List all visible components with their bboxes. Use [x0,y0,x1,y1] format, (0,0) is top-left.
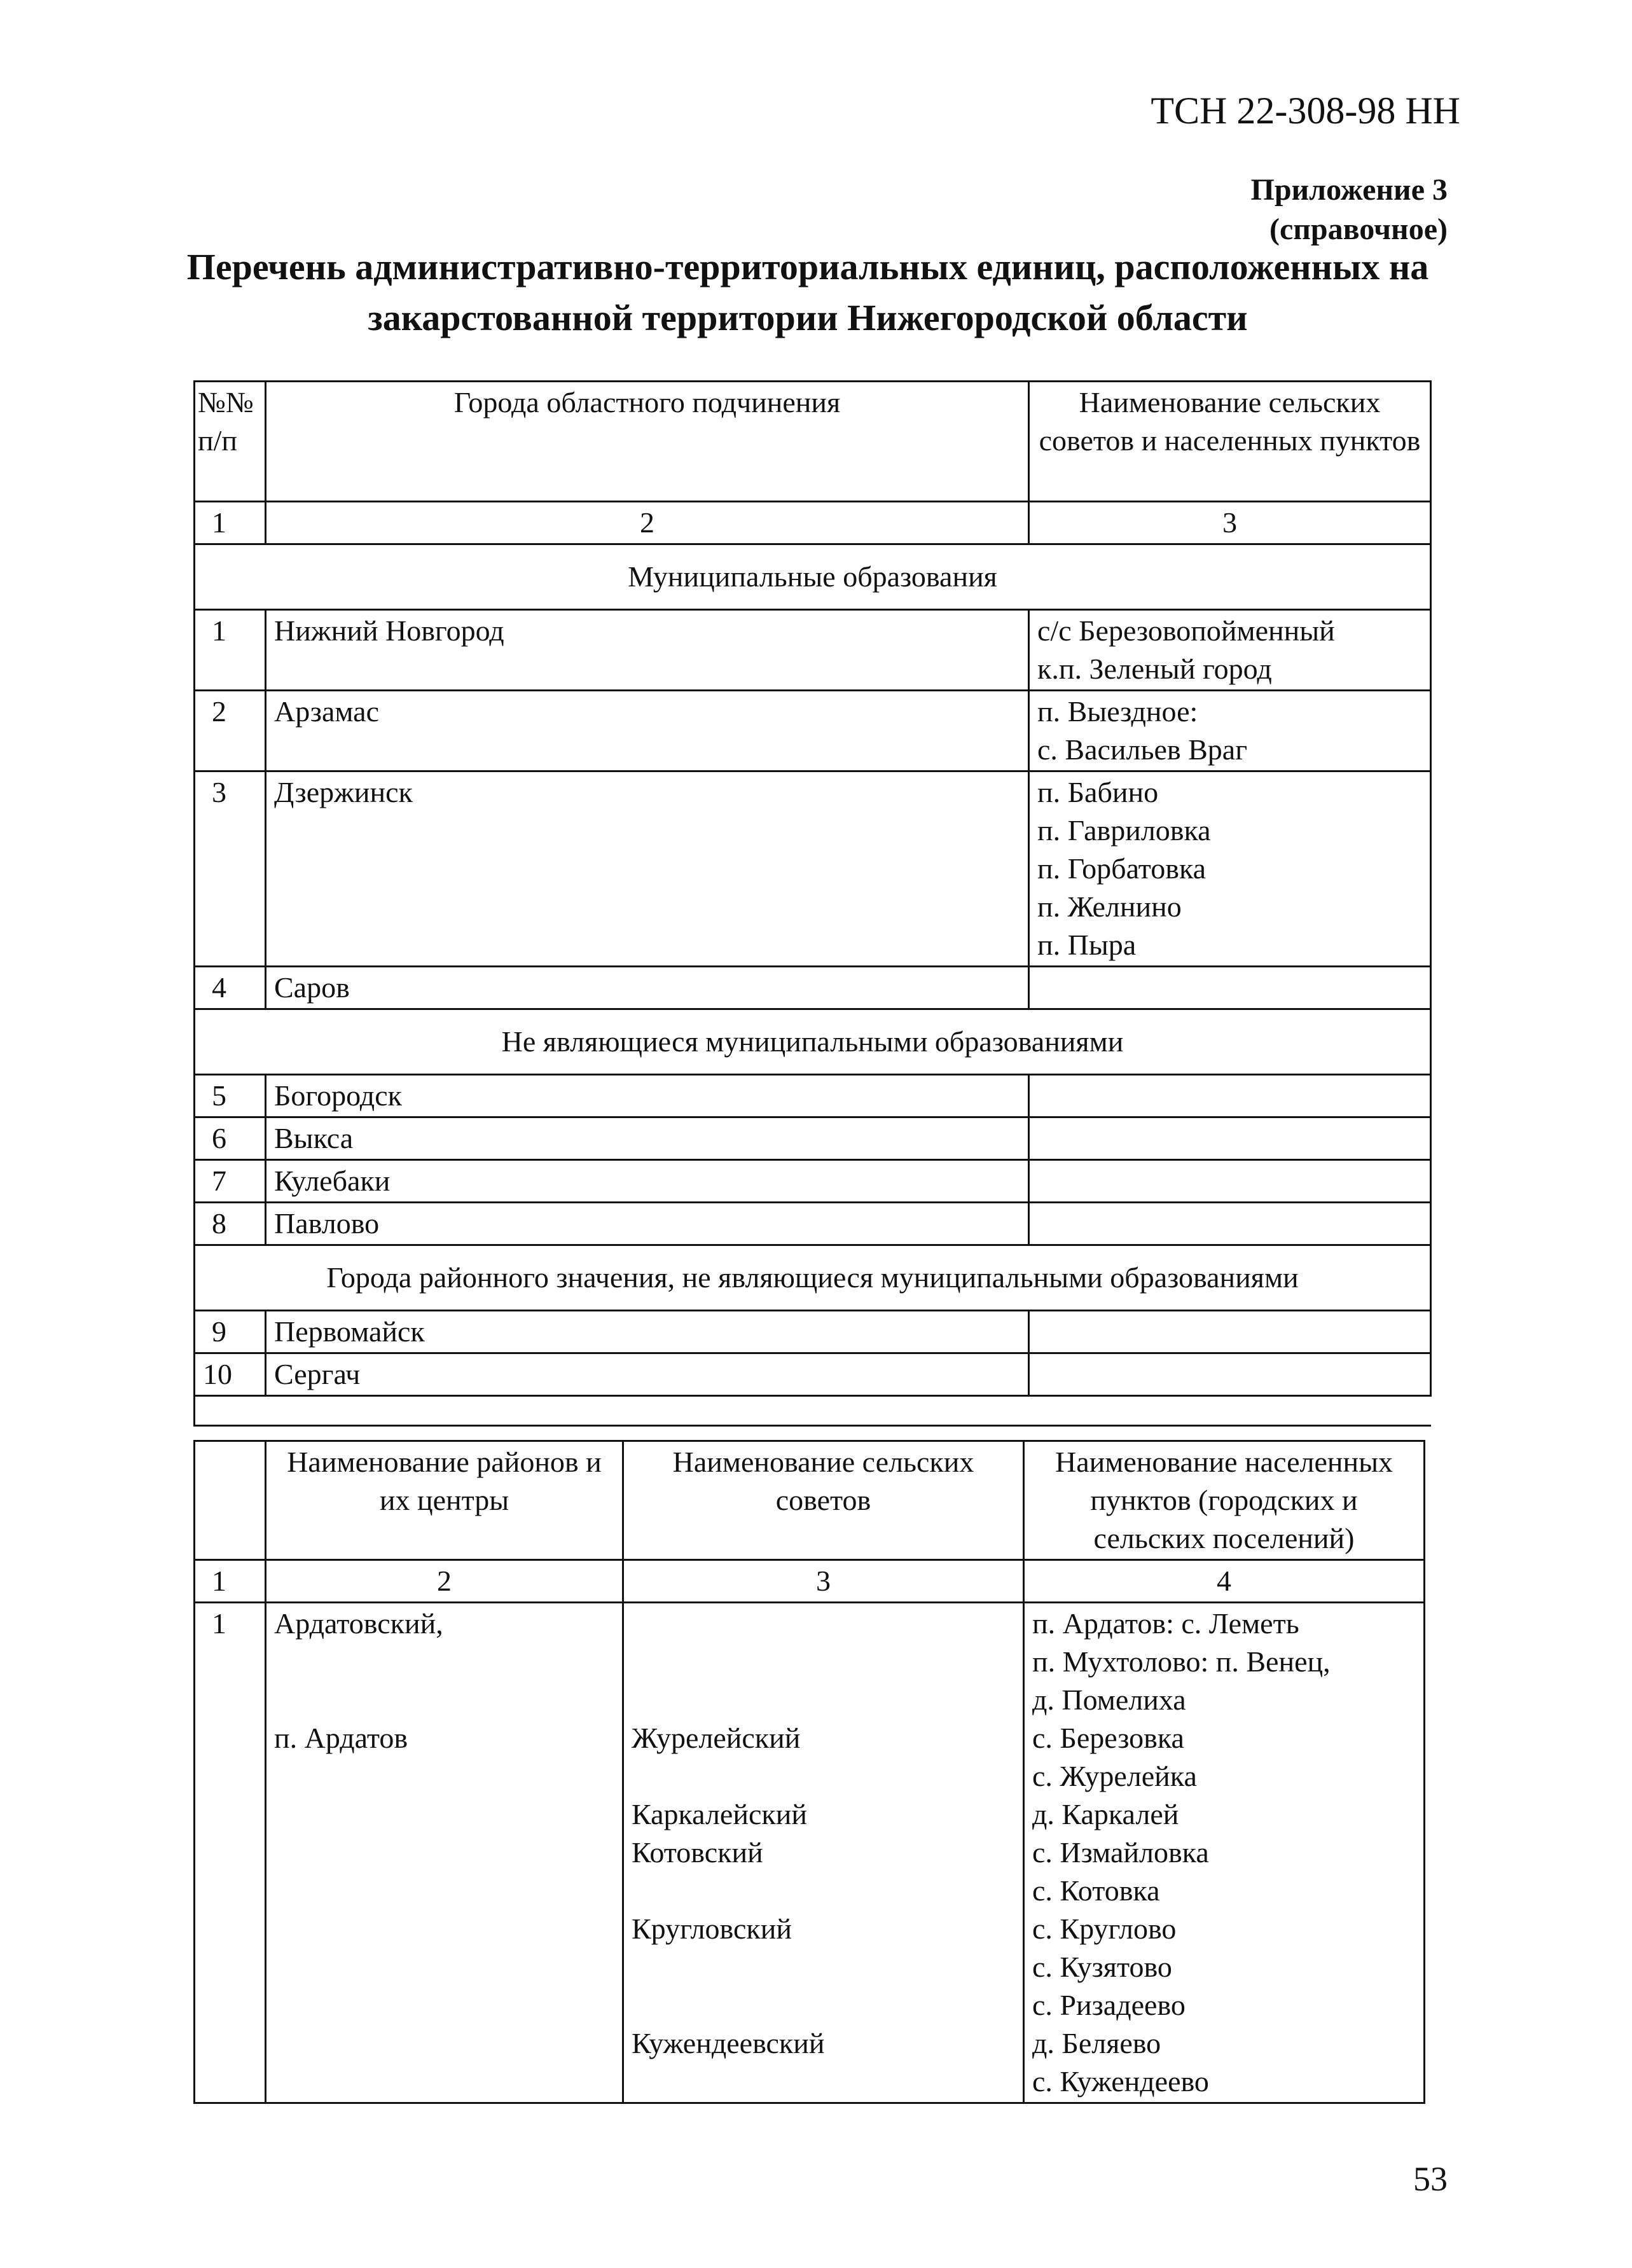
row-number: 6 [195,1117,266,1160]
table-row [195,1203,1431,1245]
settlements [1029,1353,1431,1396]
row-number: 10 [195,1353,266,1396]
table-row [195,691,1431,771]
row-number: 5 [195,1075,266,1117]
title-line-2: закарстованной территории Нижегородской области [368,297,1248,338]
table-row [195,1075,1431,1117]
city-name: Выкса [266,1117,1029,1160]
col-number-4: 4 [1024,1560,1425,1603]
city-name: Первомайск [266,1311,1029,1353]
header-cell-number [195,1441,266,1560]
section-district-cities: Города районного значения, не являющиеся муниципальными образованиями [195,1245,1431,1311]
page-number: 53 [1413,2160,1448,2198]
settlements: п. Выездное: с. Васильев Враг [1029,691,1431,771]
settlements [1029,1160,1431,1203]
rural-councils: Журелейский Каркалейский Котовский Кругловский Кужендеевский [623,1603,1024,2103]
district-name: Ардатовский, п. Ардатов [266,1603,623,2103]
settlements: п. Бабино п. Гавриловка п. Горбатовка п. Желнино п. Пыра [1029,771,1431,967]
city-name: Павлово [266,1203,1029,1245]
districts-table [193,1440,1425,2104]
city-name: Арзамас [266,691,1029,771]
appendix-label [1250,170,1448,249]
row-number: 7 [195,1160,266,1203]
table-row [195,967,1431,1009]
appendix-number: Приложение 3 [1250,173,1448,207]
table-row [195,771,1431,967]
header-cell-number: №№ п/п [195,382,266,502]
col-number-1: 1 [195,1560,266,1603]
settlements [1029,1117,1431,1160]
column-number-row [195,1560,1425,1603]
header-cell-settlements: Наименование населенных пунктов (городских и сельских поселений) [1024,1441,1425,1560]
city-name: Сергач [266,1353,1029,1396]
row-number: 9 [195,1311,266,1353]
settlements [1029,1311,1431,1353]
document-code: ТСН 22-308-98 НН [1151,90,1460,132]
table-header-row [195,1441,1425,1560]
col-number-3: 3 [1029,502,1431,544]
col-number-2: 2 [266,502,1029,544]
row-number: 1 [195,610,266,691]
col-number-3: 3 [623,1560,1024,1603]
row-number: 8 [195,1203,266,1245]
header-cell-cities: Города областного подчинения [266,382,1029,502]
settlements [1029,1075,1431,1117]
city-name: Дзержинск [266,771,1029,967]
cities-table [193,380,1432,1427]
spacer-row [195,1396,1431,1426]
table-header-row [195,382,1431,502]
section-row [195,544,1431,610]
settlements: п. Ардатов: с. Леметь п. Мухтолово: п. Венец, д. Помелиха с. Березовка с. Журелейка д. Каркалей с. Измайловка с. Котовка с. Круглово с. Кузятово с. Ризадеево д. Беляево с. Кужендеево [1024,1603,1425,2103]
city-name: Кулебаки [266,1160,1029,1203]
table-row [195,1311,1431,1353]
row-number: 2 [195,691,266,771]
settlements [1029,1203,1431,1245]
section-row [195,1245,1431,1311]
header-cell-councils: Наименование сельских советов и населенных пунктов [1029,382,1431,502]
table-row [195,1353,1431,1396]
city-name: Богородск [266,1075,1029,1117]
table-row [195,610,1431,691]
title-line-1: Перечень административно-территориальных единиц, расположенных на [186,246,1429,287]
header-cell-councils: Наименование сельских советов [623,1441,1024,1560]
column-number-row [195,502,1431,544]
table-row [195,1160,1431,1203]
section-municipal: Муниципальные образования [195,544,1431,610]
section-non-municipal: Не являющиеся муниципальными образованиями [195,1009,1431,1075]
settlements [1029,967,1431,1009]
table-row [195,1117,1431,1160]
row-number: 1 [195,1603,266,2103]
settlements: с/с Березовопойменный к.п. Зеленый город [1029,610,1431,691]
header-cell-districts: Наименование районов и их центры [266,1441,623,1560]
page-title [153,242,1463,343]
spacer-cell [195,1396,1431,1426]
section-row [195,1009,1431,1075]
row-number: 4 [195,967,266,1009]
city-name: Нижний Новгород [266,610,1029,691]
table-row [195,1603,1425,2103]
city-name: Саров [266,967,1029,1009]
appendix-type: (справочное) [1269,212,1448,246]
row-number: 3 [195,771,266,967]
col-number-1: 1 [195,502,266,544]
col-number-2: 2 [266,1560,623,1603]
